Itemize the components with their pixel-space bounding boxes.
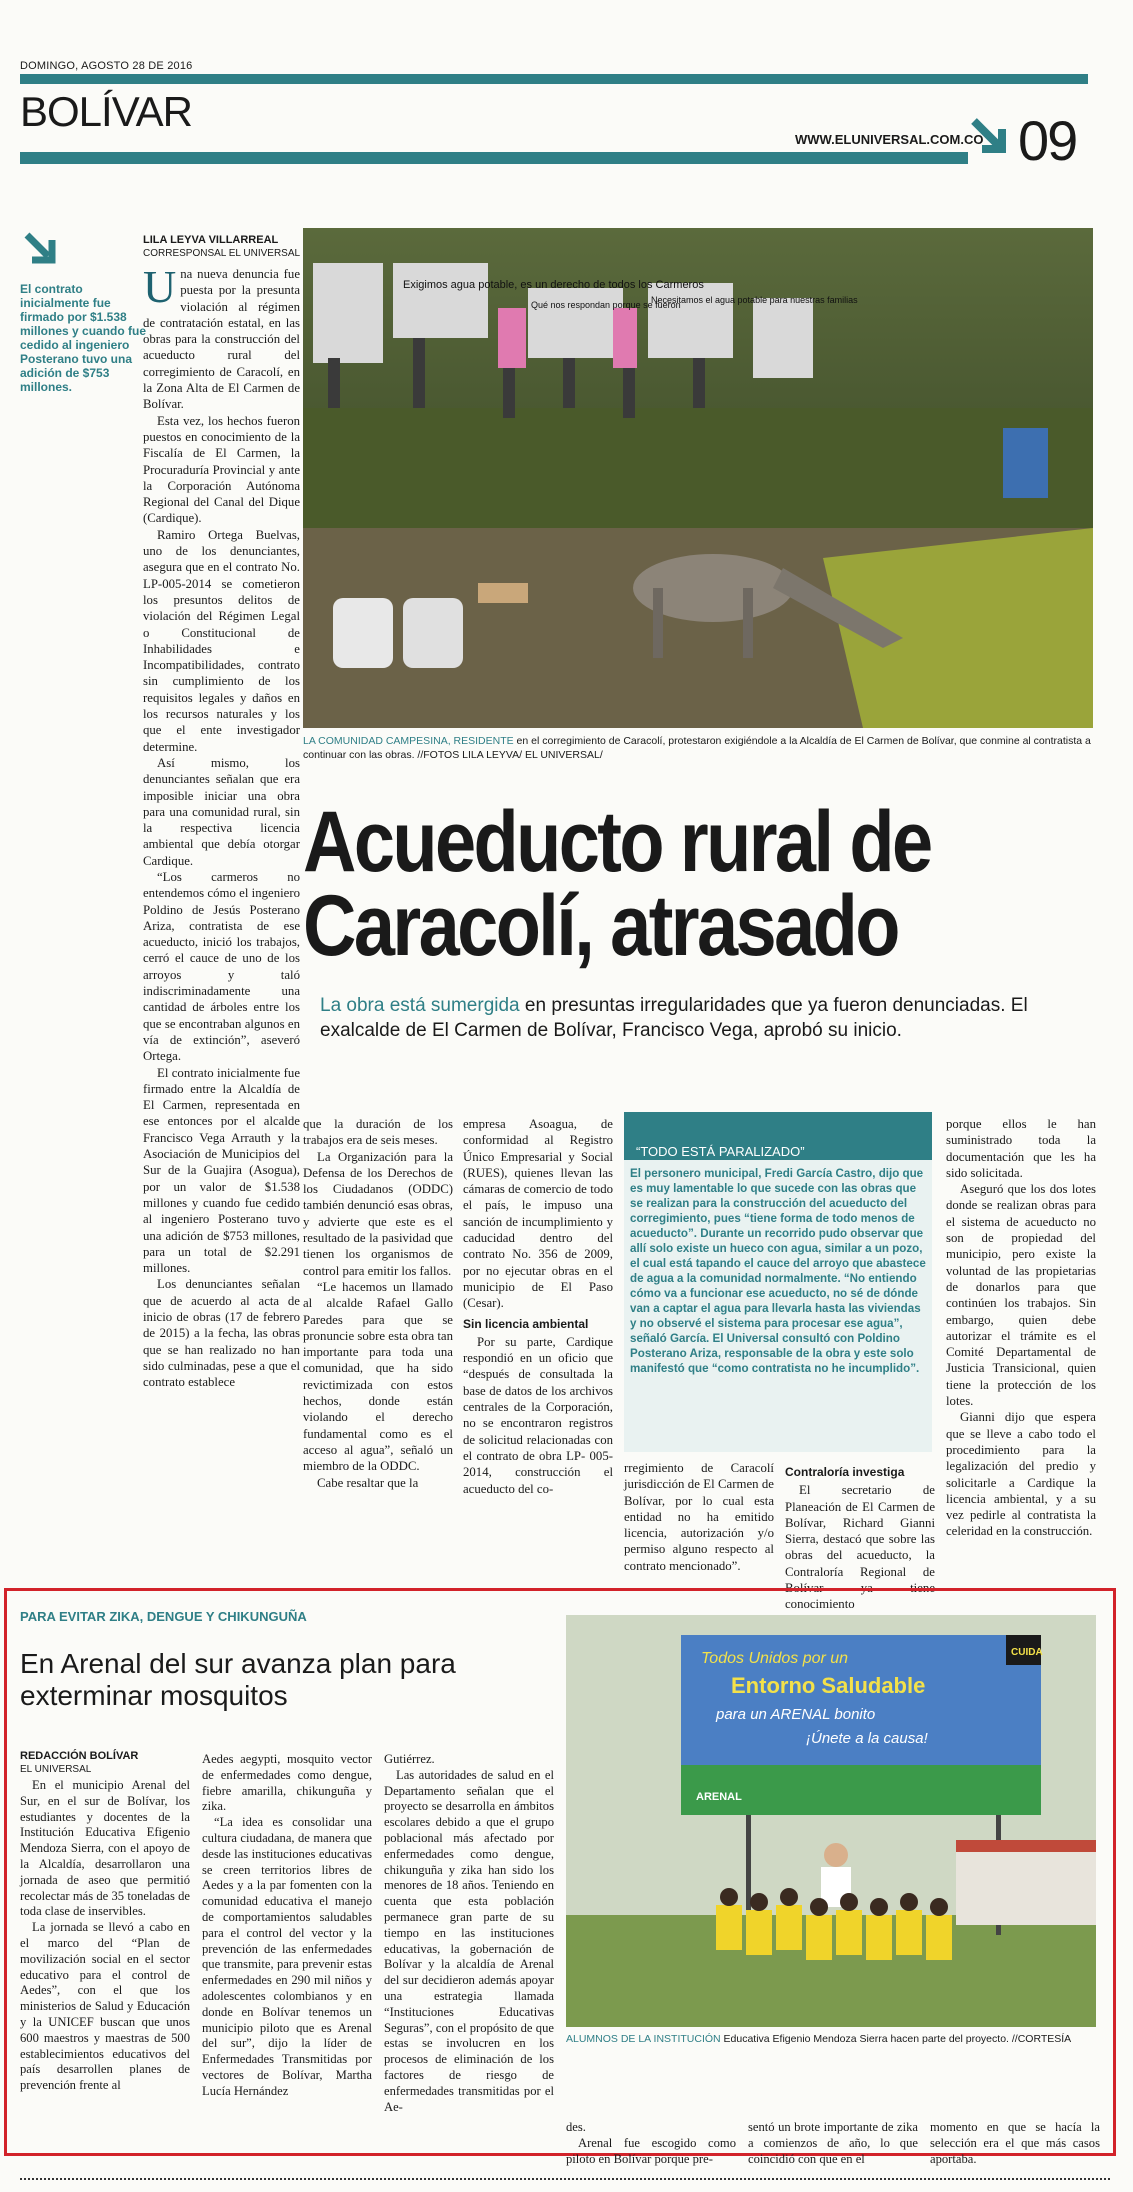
secondary-headline: En Arenal del sur avanza plan para exterminar mosquitos — [20, 1648, 456, 1711]
paragraph: momento en que se hacía la selección era el que más casos aportaba. — [930, 2120, 1100, 2166]
secondary-column-5 — [748, 2120, 918, 2167]
secondary-column-1 — [20, 1778, 190, 2094]
paragraph: Por su parte, Cardique respondió en un oficio que “después de consultada la base de datos de los archivos centrales de la Corporación, no se encontraron registros de solicitud relacionadas con el contrato de obra LP- 005-2014, construcción el acueducto del co- — [463, 1334, 613, 1496]
paragraph: El secretario de Planeación de El Carmen de Bolívar, Richard Gianni Sierra, destacó que sobre las obras del acueducto, la Contraloría Regional de Bolívar ya tiene conocimiento — [785, 1483, 935, 1612]
deck — [320, 993, 1100, 1043]
paragraph: En el municipio Arenal del Sur, en el sur de Bolívar, los estudiantes y docentes de la Institución Educativa Efigenio Mendoza Sierra, con el apoyo de la Alcaldía, desarrollaron una jornada de aseo que permitió recolectar más de 35 toneladas de toda clase de inservibles. — [20, 1778, 190, 1919]
article-column-3 — [463, 1116, 613, 1497]
headline-line-2: Caracolí, atrasado — [303, 878, 898, 974]
paragraph: Aseguró que los dos lotes donde se realizan obras para el sistema de acueducto no son de propiedad del municipio, pero existe la voluntad de las propietarias de donarlos para que continúen los trabajos. Sin embargo, quien debe autorizar el trámite es el Comité Departamental de Justicia Transicional, quien tiene la protección de los lotes. — [946, 1182, 1096, 1409]
secondary-photo-caption — [566, 2033, 1096, 2045]
dropcap: U — [143, 261, 177, 312]
secondary-author-role: EL UNIVERSAL — [20, 1764, 92, 1775]
byline — [143, 234, 303, 260]
secondary-kicker: PARA EVITAR ZIKA, DENGUE Y CHIKUNGUÑA — [20, 1609, 307, 1624]
caption-highlight: LA COMUNIDAD CAMPESINA, RESIDENTE — [303, 735, 514, 747]
headline — [303, 794, 991, 974]
paragraph: Cabe resaltar que la — [317, 1475, 419, 1490]
secondary-column-4 — [566, 2120, 736, 2167]
box-title: “TODO ESTÁ PARALIZADO” — [624, 1112, 932, 1160]
header-bottom-bar — [20, 152, 968, 164]
paragraph: Ramiro Ortega Buelvas, uno de los denunciantes, asegura que en el contrato No. LP-005-2014 se cometieron los presuntos delitos de violación del Régimen Legal o Constitucional de Inhabilidades e Incompatibilidades, contrato sin cumplimiento de los requisitos legales y daños en los recursos naturales y los que el ente investigador determine. — [143, 527, 300, 754]
sign-text: Necesitamos el agua potable para nuestras familias — [651, 295, 858, 305]
secondary-author: REDACCIÓN BOLÍVAR — [20, 1750, 139, 1762]
section-title: BOLÍVAR — [20, 88, 192, 135]
paragraph: Gutiérrez. — [384, 1752, 435, 1766]
protest-scene-image — [303, 228, 1093, 728]
sidebar-arrow-icon — [22, 230, 62, 278]
billboard-line-1: Todos Unidos por un — [701, 1650, 849, 1667]
deck-highlight: La obra está sumergida — [320, 995, 520, 1016]
headline-line-1: Acueducto rural de — [303, 794, 931, 890]
sidebar-box — [624, 1112, 932, 1452]
caption-highlight: ALUMNOS DE LA INSTITUCIÓN — [566, 2033, 721, 2045]
billboard-brand: CUIDA — [1011, 1647, 1043, 1658]
article-column-2 — [303, 1116, 453, 1491]
sidebar-quote: El contrato inicialmente fue firmado por $1.538 millones y cuando fue cedido al ingeniero Posterano tuvo una adición de $753 millones. — [20, 282, 147, 394]
paragraph: La jornada se llevó a cabo en el marco del “Plan de movilización social en el sector educativo para el control de Aedes”, con el que los ministerios de Salud y Educación y la UNICEF buscan que unos 600 maestros y maestras de 500 establecimientos educativos del país desarrollen planes de prevención frente al — [20, 1920, 190, 2093]
paragraph: “Los carmeros no entendemos cómo el ingeniero Poldino de Jesús Posterano Ariza, contratista de ese acueducto, inició los trabajos, cerró el cauce de uno de los arroyos y taló indiscriminadamente una cantidad de árboles entre los que se encontraban algunos en vía de extinción”, aseveró Ortega. — [143, 869, 300, 1064]
caption-text: en el corregimiento de Caracolí, protestaron exigiéndole a la Alcaldía de El Carmen de Bolívar, que conmine al contratista a continuar con las obras. //FOTOS LILA LEYVA/ EL UNIVERSAL/ — [303, 735, 1091, 761]
deck-text: en presuntas irregularidades que ya fueron denunciadas. El exalcalde de El Carmen de Bolívar, Francisco Vega, aprobó su inicio. — [320, 995, 1028, 1041]
paragraph: Aedes aegypti, mosquito vector de enfermedades como dengue, fiebre amarilla, chikunguña y zika. — [202, 1752, 372, 1814]
students-billboard-image — [566, 1615, 1096, 2027]
article-column-6 — [946, 1116, 1096, 1540]
site-url[interactable]: WWW.ELUNIVERSAL.COM.CO — [795, 132, 984, 147]
article-column-4 — [624, 1460, 774, 1574]
author-role: CORRESPONSAL EL UNIVERSAL — [143, 248, 301, 259]
paragraph: sentó un brote importante de zika a comienzos de año, lo que coincidió con que en el — [748, 2120, 918, 2166]
paragraph: porque ellos le han suministrado toda la documentación que les ha sido solicitada. — [946, 1117, 1096, 1180]
main-photo — [303, 228, 1093, 728]
secondary-column-3 — [384, 1752, 554, 2115]
billboard-logo: ARENAL — [696, 1791, 742, 1803]
paragraph: Las autoridades de salud en el Departamento señalan que el proyecto se desarrolla en ámbitos escolares debido a que el grupo poblacional más afectado por enfermedades como dengue, chikunguña y zika han sido los menores de 18 años. Teniendo en cuenta que esta población permanece gran parte de su tiempo en las instituciones educativas, la gobernación de Bolívar y la alcaldía de Arenal del sur decidieron además apoyar una estrategia llamada “Instituciones Educativas Seguras”, con el propósito de que estas se involucren en los procesos de eliminación de los factores de riesgo de enfermedades transmitidas por el Ae- — [384, 1767, 554, 2114]
paragraph: Los denunciantes señalan que de acuerdo al acta de inicio de obras (17 de febrero de 2015) a la fecha, las obras que se han realizado no han sido culminadas, pese a que el contrato establece — [143, 1277, 300, 1390]
paragraph: El contrato inicialmente fue firmado entre la Alcaldía de El Carmen, representada en ese entonces por el alcalde Francisco Vega Arrauth y la Asociación de Municipios del Sur de la Guajira (Asogua), por un valor de $1.538 millones y cuando fue cedido al ingeniero Posterano tuvo una adición de $753 millones, para un total de $2.291 millones. — [143, 1065, 300, 1276]
secondary-byline — [20, 1750, 138, 1776]
issue-date: DOMINGO, AGOSTO 28 DE 2016 — [20, 60, 193, 72]
billboard-line-2: Entorno Saludable — [731, 1673, 926, 1698]
secondary-column-2 — [202, 1752, 372, 2100]
page-cut-line — [20, 2178, 1110, 2180]
subhead-license: Sin licencia ambiental — [463, 1316, 589, 1331]
arrow-down-right-icon — [968, 115, 1014, 165]
paragraph: La Organización para la Defensa de los Derechos de los Ciudadanos (ODDC) también denunció esas obras, y advierte que este es el resultado de la pasividad que tienen los organismos de control para emitir los fallos. — [303, 1149, 453, 1278]
page-number: 09 — [1018, 109, 1077, 172]
paragraph: “Le hacemos un llamado al alcalde Rafael Gallo Paredes para que se pronuncie sobre esta obra tan importante para toda una comunidad, que ha sido revictimizada con estos hechos, donde están violando el derecho fundamental como es el acceso al agua”, señaló un miembro de la ODDC. — [303, 1279, 453, 1474]
paragraph: Esta vez, los hechos fueron puestos en conocimiento de la Fiscalía de El Carmen, la Procuraduría Provincial y ante la Corporación Autónoma Regional del Canal del Dique (Cardique). — [143, 413, 300, 526]
paragraph: rregimiento de Caracolí jurisdicción de El Carmen de Bolívar, por lo cual esta entidad no ha emitido licencia, autorización y/o permiso alguno respecto al contrato mencionado”. — [624, 1461, 774, 1573]
paragraph: na nueva denuncia fue puesta por la presunta violación al régimen de contratación estatal, en las obras para la construcción del acueducto rural del corregimiento de Caracolí, en la Zona Alta de El Carmen de Bolívar. — [143, 267, 300, 412]
box-body: El personero municipal, Fredi García Castro, dijo que es muy lamentable lo que sucede con las obras que se realizan para la construcción del acueducto del corregimiento, pues “tiene forma de todo menos de acueducto”. Durante un recorrido pudo observar que allí solo existe un hueco con agua, similar a un pozo, el cual está tapando el cauce del arroyo que abastece de agua a la comunidad normalmente. “No entiendo cómo va a funcionar ese acueducto, no sé de dónde van a captar el agua para llevarla hasta las viviendas y no observé el sistema para procesar ese agua”, señaló García. El Universal consultó con Poldino Posterano Ariza, responsable de la obra y este solo manifestó que “como contratista no he incumplido”. — [630, 1167, 926, 1375]
sign-text: Exigimos agua potable, es un derecho de todos los Carmeros — [403, 279, 704, 291]
main-photo-caption — [303, 734, 1093, 762]
paragraph: des. — [566, 2120, 586, 2134]
billboard-line-4: ¡Únete a la causa! — [806, 1730, 928, 1747]
billboard-line-3: para un ARENAL bonito — [716, 1706, 876, 1723]
subhead-contraloria: Contraloría investiga — [785, 1465, 905, 1479]
paragraph: que la duración de los trabajos era de seis meses. — [303, 1117, 453, 1148]
caption-text: Educativa Efigenio Mendoza Sierra hacen parte del proyecto. //CORTESÍA — [720, 2033, 1072, 2045]
paragraph: Arenal fue escogido como piloto en Bolívar porque pre- — [566, 2135, 736, 2166]
sign-text: Qué nos respondan porque se fueron — [531, 300, 681, 310]
article-column-1 — [143, 261, 300, 1390]
secondary-photo — [566, 1615, 1096, 2027]
author-name: LILA LEYVA VILLARREAL — [143, 234, 279, 246]
paragraph: “La idea es consolidar una cultura ciudadana, de manera que desde las instituciones educativas se creen territorios libres de Aedes y a la par fomenten con la comunidad educativa el manejo de comportamientos saludables para el control del vector y la prevención de las enfermedades que transmite, para prevenir estas enfermedades en 290 mil niños y adolescentes colombianos y en donde en Bolívar tenemos un municipio piloto que es Arenal del sur”, dijo la líder de Enfermedades Transmitidas por vectores de Bolívar, Martha Lucía Hernández — [202, 1815, 372, 2098]
header-top-bar — [20, 74, 1088, 84]
paragraph: empresa Asoagua, de conformidad al Registro Único Empresarial y Social (RUES), quienes llevan las cámaras de comercio de todo el país, le impuso una sanción de incumplimiento y caducidad dentro del contrato No. 356 de 2009, por no ejecutar obras en el municipio de El Paso (Cesar). — [463, 1117, 613, 1311]
paragraph: Gianni dijo que espera que se lleve a cabo todo el procedimiento para la legalización del predio y solicitarle a Cardique la licencia ambiental, y a su vez pedirle al contratista la celeridad en la construcción. — [946, 1410, 1096, 1539]
secondary-column-6 — [930, 2120, 1100, 2167]
paragraph: Así mismo, los denunciantes señalan que era imposible iniciar una obra para una comunidad rural, sin la respectiva licencia ambiental que debía otorgar Cardique. — [143, 755, 300, 868]
